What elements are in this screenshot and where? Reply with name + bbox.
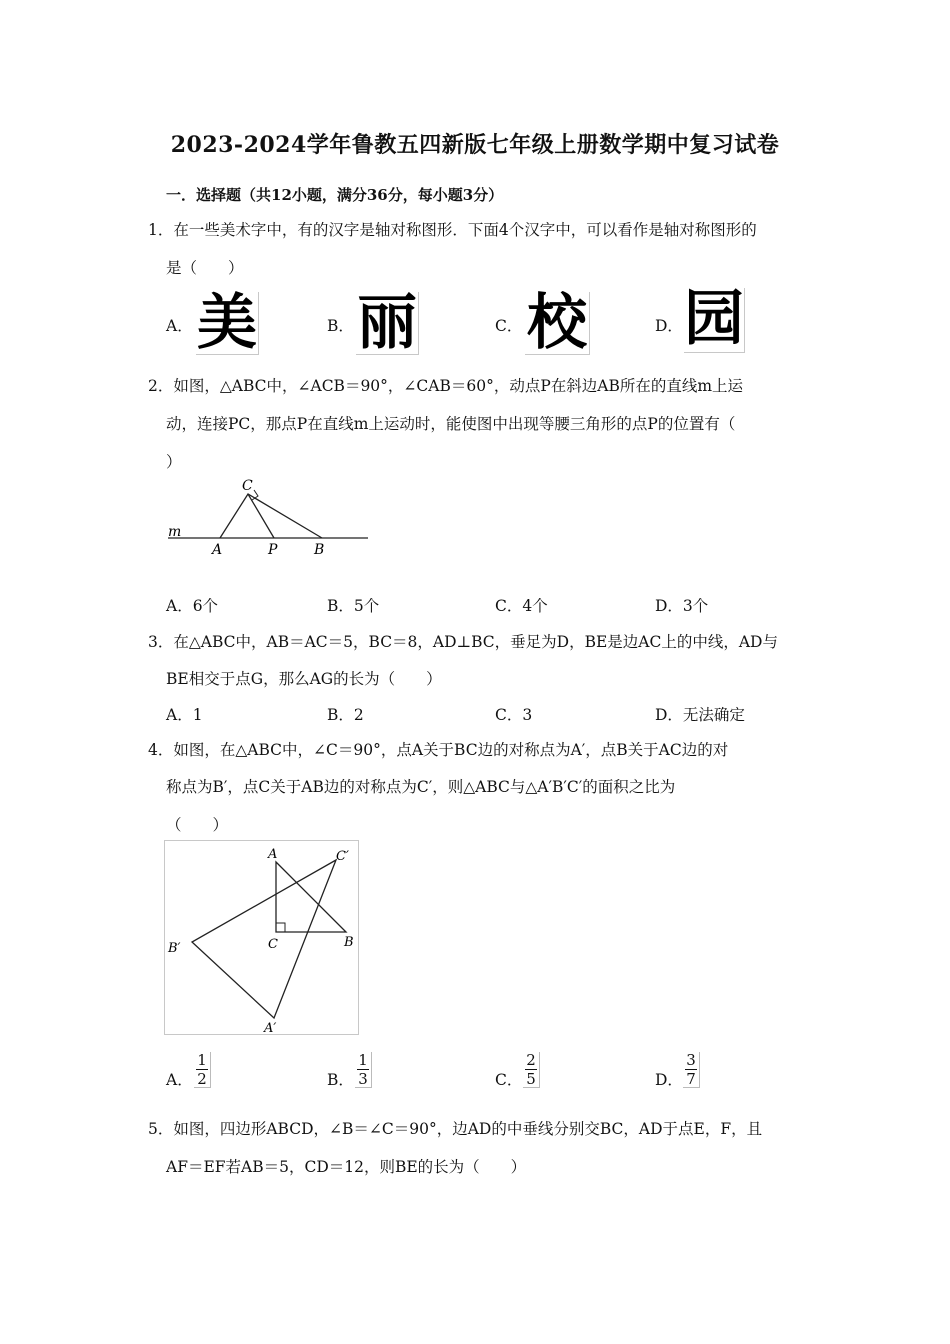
q4-right-angle-mark (276, 923, 285, 932)
q4-label-b: B (344, 935, 354, 950)
q2-option-a: A．6个 (166, 597, 219, 615)
q4-text-line2: 称点为B′，点C关于AB边的对称点为C′，则△ABC与△A′B′C′的面积之比为 (166, 778, 676, 796)
q3-text-line2: BE相交于点G，那么AG的长为（ ） (166, 670, 442, 688)
q1-option-d-glyph: 园 (684, 284, 744, 354)
q2-figure (164, 474, 370, 564)
q2-label-c: C (242, 478, 253, 494)
q4-option-b-fraction (355, 1052, 372, 1088)
q4-figure-frame (165, 841, 359, 1035)
q4-triangle-abc (276, 862, 346, 932)
q4-option-d-label: D． (655, 1071, 683, 1089)
q4-option-a-label: A． (166, 1071, 193, 1089)
q4-option-a-denominator: 2 (197, 1070, 207, 1088)
q4-label-c: C (268, 937, 278, 952)
q1-option-a-label: A． (166, 317, 193, 335)
q1-option-b-glyph: 丽 (357, 288, 417, 358)
q4-option-b-denominator: 3 (358, 1070, 368, 1088)
q4-option-d-numerator: 3 (686, 1051, 696, 1069)
q4-option-b-label: B． (327, 1071, 354, 1089)
q1-option-a-glyph: 美 (197, 288, 257, 358)
q4-option-c-label: C． (495, 1071, 523, 1089)
q4-figure (164, 840, 362, 1038)
q4-option-a-fraction (194, 1052, 211, 1088)
q1-text-line2: 是（ ） (166, 259, 244, 277)
q4-option-c-denominator: 5 (526, 1070, 536, 1088)
q4-text-line3: （ ） (166, 816, 229, 834)
q2-option-d: D．3个 (655, 597, 709, 615)
q1-option-d-label: D． (655, 317, 683, 335)
q2-label-a: A (212, 542, 223, 558)
q4-triangle-a1b1c1 (192, 860, 336, 1018)
q1-option-c-glyph: 校 (525, 292, 590, 355)
q4-label-a-prime: A′ (264, 1021, 277, 1036)
q4-label-b-prime: B′ (168, 941, 181, 956)
q2-label-p: P (268, 542, 278, 558)
q3-text-line1: 3．在△ABC中，AB＝AC＝5，BC＝8，AD⊥BC，垂足为D，BE是边AC上的中线，AD与 (148, 633, 778, 651)
q4-option-c-fraction (523, 1052, 540, 1088)
q2-text-line3: ） (166, 453, 182, 471)
q1-text-line1: 1．在一些美术字中，有的汉字是轴对称图形．下面4个汉字中，可以看作是轴对称图形的 (148, 221, 757, 239)
q1-option-b-label: B． (327, 317, 354, 335)
q4-text-line1: 4．如图，在△ABC中，∠C＝90°，点A关于BC边的对称点为A′，点B关于AC边的对 (148, 741, 729, 759)
q5-text-line1: 5．如图，四边形ABCD，∠B＝∠C＝90°，边AD的中垂线分别交BC，AD于点E，F，且 (148, 1120, 763, 1138)
q2-text-line1: 2．如图，△ABC中，∠ACB＝90°，∠CAB＝60°，动点P在斜边AB所在的直线m上运 (148, 377, 744, 395)
q2-segment-pc (248, 494, 274, 538)
q4-option-c-numerator: 2 (526, 1051, 536, 1069)
section-heading: 一．选择题（共12小题，满分36分，每小题3分） (166, 186, 504, 204)
q2-text-line2: 动，连接PC，那点P在直线m上运动时，能使图中出现等腰三角形的点P的位置有（ (166, 415, 736, 433)
page-title: 2023-2024学年鲁教五四新版七年级上册数学期中复习试卷 (170, 132, 780, 158)
q4-option-a-numerator: 1 (197, 1051, 207, 1069)
q4-option-d-denominator: 7 (686, 1070, 696, 1088)
q2-option-b: B．5个 (327, 597, 380, 615)
q2-right-angle-mark (252, 490, 258, 500)
q3-option-b: B．2 (327, 706, 364, 724)
q1-option-c-label: C． (495, 317, 523, 335)
q2-label-m: m (168, 524, 182, 540)
q4-option-b-numerator: 1 (358, 1051, 368, 1069)
q2-option-c: C．4个 (495, 597, 548, 615)
q3-option-d: D．无法确定 (655, 706, 745, 724)
q4-option-d-fraction (683, 1052, 700, 1088)
q3-option-a: A．1 (166, 706, 203, 724)
q4-label-a: A (268, 847, 278, 862)
q4-label-c-prime: C′ (336, 849, 349, 864)
q2-label-b: B (314, 542, 325, 558)
q2-triangle-sides (220, 494, 322, 538)
q3-option-c: C．3 (495, 706, 533, 724)
q5-text-line2: AF＝EF若AB＝5，CD＝12，则BE的长为（ ） (166, 1158, 527, 1176)
